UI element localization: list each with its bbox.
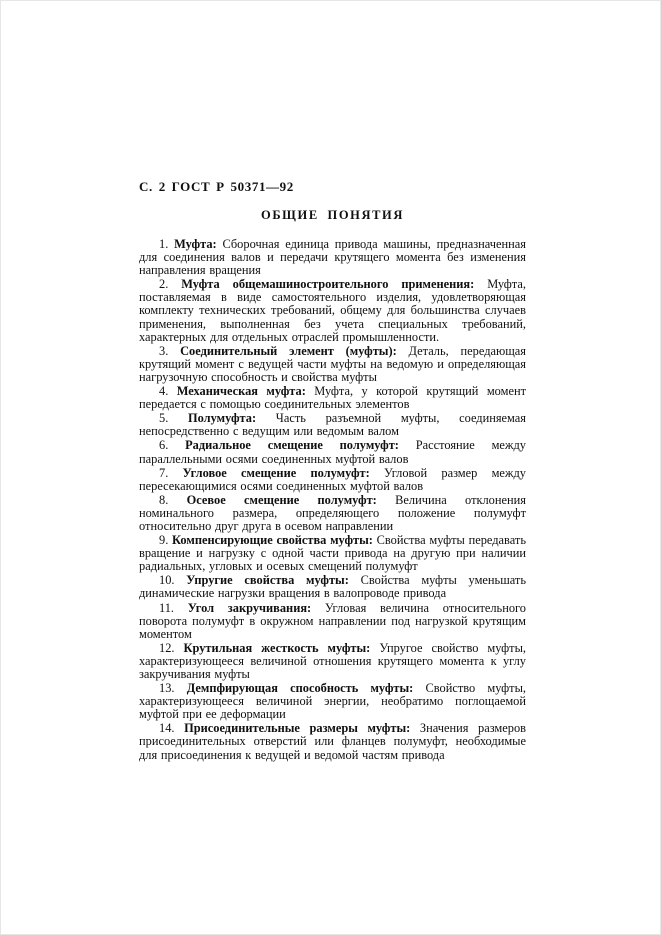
- term-name: Соединительный элемент (муфты):: [180, 343, 397, 358]
- term-item-14: [139, 722, 526, 761]
- term-item-2: [139, 278, 526, 343]
- term-item-8: [139, 494, 526, 533]
- term-definition: Расстояние между параллельными осями соединенных муфтой валов: [139, 438, 526, 466]
- term-name: Механическая муфта:: [176, 384, 306, 399]
- terms-list: [139, 238, 526, 762]
- term-definition: Муфта, у которой крутящий момент передается с помощью соединительных элементов: [139, 384, 527, 412]
- term-item-3: [139, 345, 526, 384]
- term-name: Угол закручивания:: [187, 600, 312, 615]
- term-definition: Значения размеров присоединительных отверстий или фланцев полумуфт, необходимые для присоединения к ведущей и ведомой частям привода: [139, 721, 527, 762]
- term-item-4: [139, 385, 526, 411]
- term-name: Компенсирующие свойства муфты:: [172, 533, 373, 548]
- term-name: Муфта общемашиностроительного применения:: [181, 277, 475, 292]
- term-number: 3.: [159, 343, 169, 358]
- section-title: ОБЩИЕ ПОНЯТИЯ: [261, 208, 404, 222]
- term-definition: Муфта, поставляемая в виде самостоятельного изделия, удовлетворяющая комплекту технических требований, общему для большинства случаев применения, выполненная без учета специальных требований, характерных для отдельных отраслей промышленности.: [139, 277, 526, 344]
- term-definition: Сборочная единица привода машины, предназначенная для соединения валов и передачи крутящего момента без изменения направления вращения: [139, 237, 526, 278]
- term-item-5: [139, 412, 526, 438]
- term-item-6: [139, 439, 526, 465]
- term-item-1: [139, 238, 526, 277]
- term-number: 8.: [159, 492, 169, 507]
- term-definition: Величина отклонения номинального размера, определяющего положение полумуфт относительно друг друга в осевом направлении: [139, 492, 526, 533]
- term-name: Осевое смещение полумуфт:: [186, 492, 377, 507]
- term-name: Полумуфта:: [187, 411, 257, 426]
- term-number: 1.: [159, 237, 169, 251]
- term-number: 14.: [159, 721, 175, 736]
- term-definition: Свойство муфты, характеризующееся величиной энергии, необратимо поглощаемой муфтой при ее деформации: [139, 681, 526, 722]
- term-item-13: [139, 682, 526, 721]
- term-definition: Свойства муфты передавать вращение и нагрузку с одной части привода на другую при наличии радиальных, угловых и осевых смещений полумуфт: [139, 533, 526, 574]
- term-definition: Угловой размер между пересекающимися осями соединенных муфтой валов: [139, 465, 526, 493]
- text-block: [139, 179, 526, 763]
- term-name: Радиальное смещение полумуфт:: [185, 438, 399, 453]
- term-definition: Свойства муфты уменьшать динамические нагрузки вращения в валопроводе привода: [139, 573, 526, 601]
- term-number: 9.: [159, 533, 169, 548]
- page-header: С. 2 ГОСТ Р 50371—92: [139, 179, 294, 194]
- term-name: Демпфирующая способность муфты:: [186, 681, 414, 696]
- term-number: 2.: [159, 277, 169, 292]
- term-definition: Упругое свойство муфты, характеризующееся величиной отношения крутящего момента к углу закручивания муфты: [139, 640, 527, 681]
- term-name: Муфта:: [174, 237, 217, 251]
- term-definition: Деталь, передающая крутящий момент с ведущей части муфты на ведомую и определяющая нагрузочную способность и свойства муфты: [139, 343, 527, 384]
- term-item-10: [139, 574, 526, 600]
- term-item-11: [139, 602, 526, 641]
- term-name: Упругие свойства муфты:: [186, 573, 349, 588]
- term-item-7: [139, 467, 526, 493]
- term-number: 4.: [159, 384, 169, 399]
- term-name: Угловое смещение полумуфт:: [182, 465, 370, 480]
- term-number: 11.: [159, 600, 175, 615]
- term-name: Присоединительные размеры муфты:: [184, 721, 411, 736]
- term-item-12: [139, 642, 526, 681]
- term-number: 6.: [159, 438, 169, 453]
- term-number: 12.: [159, 640, 175, 655]
- term-number: 10.: [159, 573, 175, 588]
- term-number: 7.: [159, 465, 169, 480]
- term-name: Крутильная жесткость муфты:: [183, 640, 371, 655]
- term-definition: Часть разъемной муфты, соединяемая непосредственно с ведущим или ведомым валом: [139, 411, 527, 439]
- term-number: 13.: [159, 681, 175, 696]
- term-item-9: [139, 534, 526, 573]
- term-definition: Угловая величина относительного поворота полумуфт в окружном направлении под нагрузкой крутящим моментом: [139, 600, 527, 641]
- term-number: 5.: [159, 411, 169, 426]
